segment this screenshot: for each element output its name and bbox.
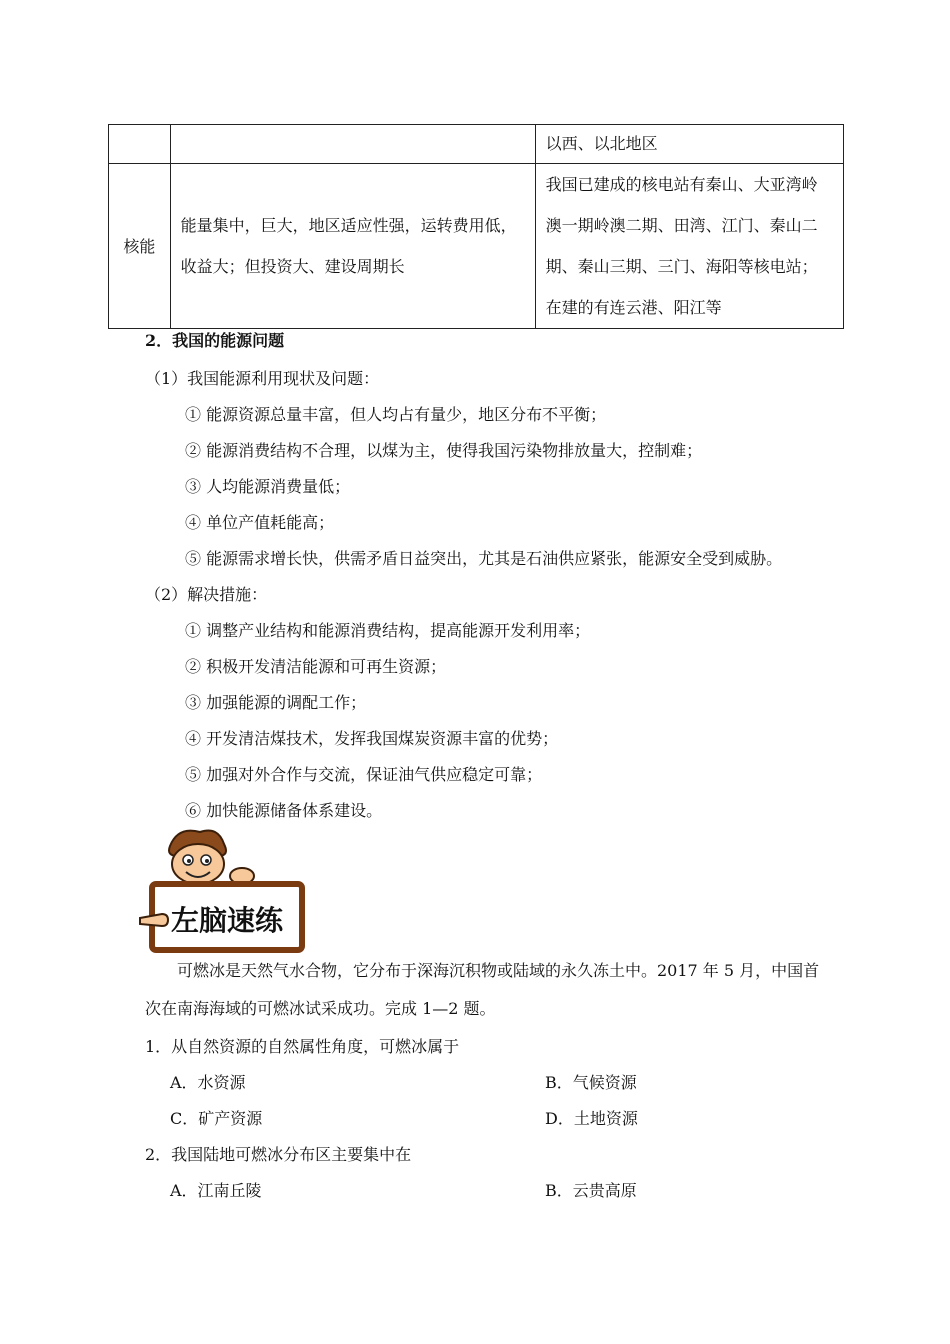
list-item: ④ 单位产值耗能高； xyxy=(185,513,335,532)
table-row xyxy=(109,164,844,329)
list-item: ④ 开发清洁煤技术，发挥我国煤炭资源丰富的优势； xyxy=(185,729,559,748)
subsection-title: （1）我国能源利用现状及问题： xyxy=(145,369,380,388)
subsection-title: （2）解决措施： xyxy=(145,585,268,604)
list-item: ⑥ 加快能源储备体系建设。 xyxy=(185,801,383,820)
table-cell: 以西、以北地区 xyxy=(535,125,843,164)
table-cell xyxy=(170,125,535,164)
list-item: ⑤ 能源需求增长快，供需矛盾日益突出，尤其是石油供应紧张，能源安全受到威胁。 xyxy=(185,549,783,568)
list-item: ① 能源资源总量丰富，但人均占有量少，地区分布不平衡； xyxy=(185,405,607,424)
list-item: ③ 人均能源消费量低； xyxy=(185,477,351,496)
energy-table xyxy=(108,124,844,329)
table-cell xyxy=(109,125,171,164)
question-stem: 1．从自然资源的自然属性角度，可燃冰属于 xyxy=(145,1037,460,1056)
list-item: ⑤ 加强对外合作与交流，保证油气供应稳定可靠； xyxy=(185,765,543,784)
question-stem: 2．我国陆地可燃冰分布区主要集中在 xyxy=(145,1145,412,1164)
answer-option: B．云贵高原 xyxy=(545,1181,637,1200)
list-item: ② 能源消费结构不合理，以煤为主，使得我国污染物排放量大，控制难； xyxy=(185,441,703,460)
list-item: ① 调整产业结构和能源消费结构，提高能源开发利用率； xyxy=(185,621,591,640)
energy-type-cell: 核能 xyxy=(109,164,171,329)
section-heading: 2．我国的能源问题 xyxy=(145,331,285,350)
answer-option: C．矿产资源 xyxy=(170,1109,263,1128)
list-item: ③ 加强能源的调配工作； xyxy=(185,693,367,712)
answer-option: B．气候资源 xyxy=(545,1073,637,1092)
list-item: ② 积极开发清洁能源和可再生资源； xyxy=(185,657,447,676)
energy-features-cell: 能量集中，巨大，地区适应性强，运转费用低，收益大；但投资大、建设周期长 xyxy=(170,164,535,329)
question-intro: 可燃冰是天然气水合物，它分布于深海沉积物或陆域的永久冻土中。2017 年 5 月，中国首次在南海海域的可燃冰试采成功。完成 1—2 题。 xyxy=(145,961,820,1018)
answer-option: A．江南丘陵 xyxy=(170,1181,262,1200)
table-row xyxy=(109,125,844,164)
banner-label: 左脑速练 xyxy=(170,904,284,937)
energy-stations-cell: 我国已建成的核电站有秦山、大亚湾岭澳一期岭澳二期、田湾、江门、秦山二期、秦山三期、三门、海阳等核电站；在建的有连云港、阳江等 xyxy=(535,164,843,329)
answer-option: D．土地资源 xyxy=(545,1109,638,1128)
answer-option: A．水资源 xyxy=(170,1073,246,1092)
cartoon-banner xyxy=(138,826,310,956)
